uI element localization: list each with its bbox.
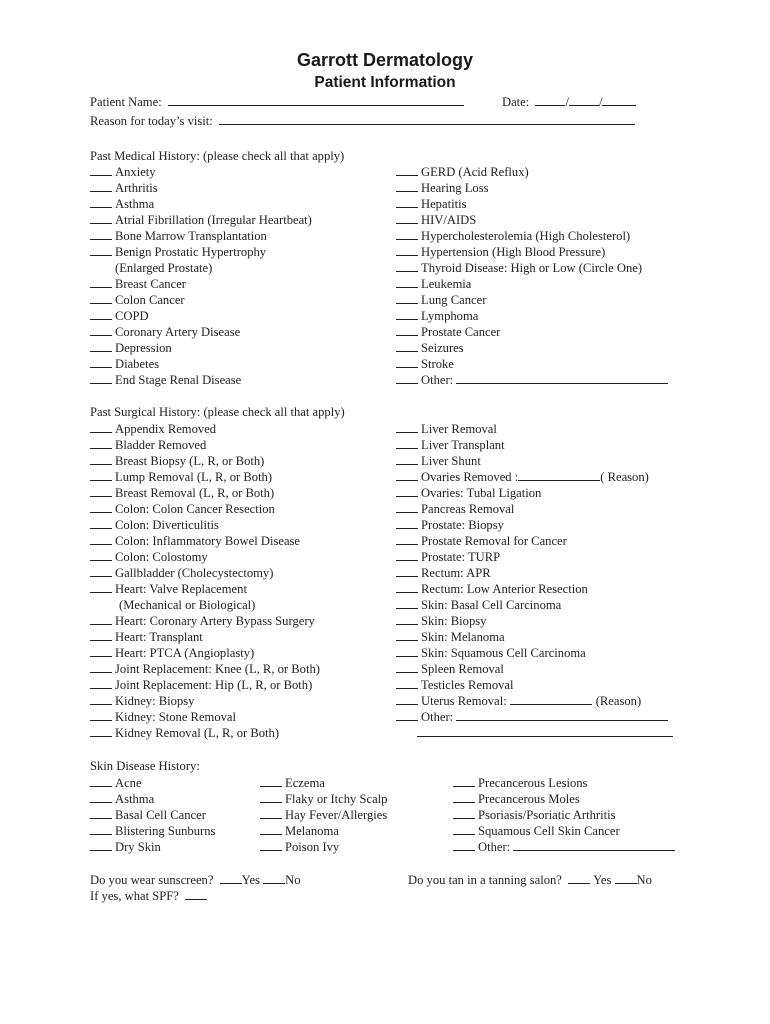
checklist-item: [396, 308, 668, 324]
checklist-item-label: Heart: Coronary Artery Bypass Surgery: [115, 614, 315, 628]
checklist-item-label: Leukemia: [421, 277, 472, 291]
checklist-item: [453, 791, 675, 807]
reason-row: [90, 113, 635, 129]
surgical-history-left-column: [90, 421, 320, 741]
checklist-item-label: Kidney: Biopsy: [115, 694, 195, 708]
checklist-item: [396, 629, 673, 645]
checklist-item: [396, 693, 673, 709]
checklist-item-label: Prostate: Biopsy: [421, 518, 504, 532]
check-blank[interactable]: [260, 775, 282, 787]
check-blank[interactable]: [90, 629, 112, 641]
checklist-item-label: Other:: [421, 710, 454, 724]
checklist-item: [396, 613, 673, 629]
checklist-item-label: Ovaries Removed :: [421, 470, 519, 484]
check-blank[interactable]: [90, 565, 112, 577]
checklist-item-label: Arthritis: [115, 181, 158, 195]
checklist-item: [396, 276, 668, 292]
check-blank[interactable]: [396, 549, 418, 561]
checklist-item: [396, 677, 673, 693]
checklist-item-label: Heart: Valve Replacement: [115, 582, 247, 596]
check-blank[interactable]: [396, 164, 418, 176]
tanning-no-label: No: [636, 873, 652, 887]
checklist-item: [90, 164, 312, 180]
check-blank[interactable]: [396, 180, 418, 192]
check-blank[interactable]: [396, 709, 418, 721]
practice-name: Garrott Dermatology: [296, 50, 474, 70]
checklist-item: [90, 581, 320, 597]
checklist-item: [396, 517, 673, 533]
check-blank[interactable]: [90, 725, 112, 737]
checklist-item: [90, 421, 320, 437]
check-blank[interactable]: [396, 597, 418, 609]
checklist-item: [90, 709, 320, 725]
checklist-item: [396, 501, 673, 517]
check-blank[interactable]: [90, 308, 112, 320]
medical-other-field[interactable]: [456, 372, 668, 384]
checklist-item: [396, 469, 673, 485]
sunscreen-yes-label: Yes: [241, 873, 260, 887]
checklist-item-label: Kidney Removal (L, R, or Both): [115, 726, 280, 740]
checklist-item-label: Other:: [421, 373, 454, 387]
check-blank[interactable]: [90, 372, 112, 384]
checklist-item-label: Asthma: [115, 792, 155, 806]
check-blank[interactable]: [260, 791, 282, 803]
check-blank[interactable]: [453, 807, 475, 819]
check-blank[interactable]: [396, 437, 418, 449]
checklist-item-label: Acne: [115, 776, 142, 790]
spf-question: [90, 888, 207, 904]
checklist-item-continuation: (Mechanical or Biological): [119, 598, 256, 612]
checklist-item-label: Skin: Biopsy: [421, 614, 487, 628]
check-blank[interactable]: [90, 180, 112, 192]
checklist-item-label: Spleen Removal: [421, 662, 504, 676]
checklist-item: [396, 581, 673, 597]
check-blank[interactable]: [90, 469, 112, 481]
checklist-item-label: Basal Cell Cancer: [115, 808, 206, 822]
check-blank[interactable]: [396, 260, 418, 272]
checklist-item-label: Bladder Removed: [115, 438, 207, 452]
checklist-item: [396, 340, 668, 356]
sunscreen-no-label: No: [285, 873, 301, 887]
checklist-item-label: Benign Prostatic Hypertrophy: [115, 245, 267, 259]
checklist-item-label: Poison Ivy: [285, 840, 340, 854]
checklist-item: [396, 372, 668, 388]
checklist-item-label: Depression: [115, 341, 172, 355]
checklist-item: [90, 356, 312, 372]
check-blank[interactable]: [90, 244, 112, 256]
checklist-item-label: Uterus Removal:: [421, 694, 507, 708]
tanning-no-checkbox[interactable]: [615, 872, 637, 884]
check-blank[interactable]: [90, 437, 112, 449]
checklist-item-label: Colon: Colon Cancer Resection: [115, 502, 275, 516]
checklist-item-label: Ovaries: Tubal Ligation: [421, 486, 542, 500]
check-blank[interactable]: [90, 292, 112, 304]
checklist-item: [90, 485, 320, 501]
checklist-item-label: Psoriasis/Psoriatic Arthritis: [478, 808, 616, 822]
checklist-item-label: Prostate Cancer: [421, 325, 501, 339]
check-blank[interactable]: [396, 533, 418, 545]
check-blank[interactable]: [396, 469, 418, 481]
checklist-item-label: Skin: Melanoma: [421, 630, 505, 644]
checklist-item: [90, 645, 320, 661]
check-blank[interactable]: [90, 501, 112, 513]
checklist-item-label: Kidney: Stone Removal: [115, 710, 237, 724]
checklist-item-label: Breast Cancer: [115, 277, 186, 291]
checklist-item: [90, 180, 312, 196]
checklist-item: [453, 823, 675, 839]
checklist-item: [396, 645, 673, 661]
check-blank[interactable]: [396, 645, 418, 657]
spf-field[interactable]: [185, 888, 207, 900]
checklist-item-label: Precancerous Moles: [478, 792, 580, 806]
checklist-item: [260, 823, 387, 839]
checklist-item: [396, 533, 673, 549]
medical-history-right-column: [396, 164, 668, 388]
checklist-item: [90, 324, 312, 340]
checklist-item-continuation: (Enlarged Prostate): [115, 261, 213, 275]
check-blank[interactable]: [90, 645, 112, 657]
surgical-other-field-2[interactable]: [417, 725, 673, 737]
checklist-item-label: Prostate: TURP: [421, 550, 501, 564]
checklist-item: [453, 775, 675, 791]
sunscreen-label: Do you wear sunscreen?: [90, 873, 214, 887]
checklist-item-label: Eczema: [285, 776, 325, 790]
checklist-item: [260, 839, 387, 855]
check-blank[interactable]: [90, 709, 112, 721]
checklist-item-label: End Stage Renal Disease: [115, 373, 242, 387]
medical-history-heading: Past Medical History: (please check all that apply): [90, 149, 345, 163]
checklist-item-label: Rectum: Low Anterior Resection: [421, 582, 588, 596]
surgical-other-field[interactable]: [456, 709, 668, 721]
check-blank[interactable]: [90, 533, 112, 545]
checklist-item: [90, 629, 320, 645]
checklist-item: [396, 565, 673, 581]
checklist-item: [90, 791, 215, 807]
check-blank[interactable]: [90, 228, 112, 240]
check-blank[interactable]: [90, 839, 112, 851]
checklist-item: [90, 597, 320, 613]
checklist-item-label: Hypercholesterolemia (High Cholesterol): [421, 229, 631, 243]
checklist-item-label: Melanoma: [285, 824, 339, 838]
check-blank[interactable]: [90, 581, 112, 593]
checklist-item: [396, 212, 668, 228]
checklist-item: [90, 517, 320, 533]
checklist-item-label: Joint Replacement: Knee (L, R, or Both): [115, 662, 320, 676]
checklist-item: [90, 292, 312, 308]
checklist-item-label: Colon: Colostomy: [115, 550, 208, 564]
check-blank[interactable]: [396, 677, 418, 689]
checklist-item-label: GERD (Acid Reflux): [421, 165, 529, 179]
date-day-field[interactable]: [569, 94, 599, 106]
check-blank[interactable]: [260, 823, 282, 835]
checklist-item: [396, 437, 673, 453]
checklist-item-label: Gallbladder (Cholecystectomy): [115, 566, 274, 580]
reason-field[interactable]: [219, 113, 635, 125]
checklist-item: [396, 164, 668, 180]
checklist-item: [90, 437, 320, 453]
checklist-item: [90, 807, 215, 823]
check-blank[interactable]: [396, 565, 418, 577]
check-blank[interactable]: [90, 485, 112, 497]
skin-history-heading: Skin Disease History:: [90, 759, 200, 773]
checklist-item: [90, 613, 320, 629]
checklist-item-label: Colon: Diverticulitis: [115, 518, 219, 532]
checklist-item-label: Precancerous Lesions: [478, 776, 588, 790]
checklist-item: [90, 693, 320, 709]
checklist-item-label: Lung Cancer: [421, 293, 487, 307]
checklist-item: [90, 725, 320, 741]
checklist-item: [396, 356, 668, 372]
checklist-item-label: Testicles Removal: [421, 678, 514, 692]
checklist-item-label: Diabetes: [115, 357, 160, 371]
checklist-item-label: Squamous Cell Skin Cancer: [478, 824, 620, 838]
check-blank[interactable]: [90, 661, 112, 673]
checklist-item: [90, 565, 320, 581]
date-label: Date:: [502, 95, 530, 109]
spf-label: If yes, what SPF?: [90, 889, 179, 903]
check-blank[interactable]: [396, 421, 418, 433]
check-blank[interactable]: [396, 613, 418, 625]
form-title: Patient Information: [314, 74, 456, 91]
skin-history-column-3: [453, 775, 675, 855]
check-blank[interactable]: [396, 661, 418, 673]
check-blank[interactable]: [90, 276, 112, 288]
check-blank[interactable]: [90, 677, 112, 689]
tanning-yes-label: Yes: [593, 873, 612, 887]
checklist-item-label: COPD: [115, 309, 149, 323]
check-blank[interactable]: [90, 340, 112, 352]
checklist-item: [260, 791, 387, 807]
checklist-item: [90, 308, 312, 324]
checklist-item-label: Colon: Inflammatory Bowel Disease: [115, 534, 301, 548]
check-blank[interactable]: [90, 212, 112, 224]
ovaries-reason-label: ( Reason): [600, 470, 649, 484]
checklist-item-label: Flaky or Itchy Scalp: [285, 792, 388, 806]
surgical-history-heading: Past Surgical History: (please check all that apply): [90, 405, 345, 419]
checklist-item: [396, 180, 668, 196]
check-blank[interactable]: [90, 613, 112, 625]
checklist-item: [260, 807, 387, 823]
checklist-item-label: Skin: Basal Cell Carcinoma: [421, 598, 562, 612]
check-blank[interactable]: [260, 807, 282, 819]
checklist-item: [453, 839, 675, 855]
checklist-item: [90, 228, 312, 244]
checklist-item-label: Heart: PTCA (Angioplasty): [115, 646, 255, 660]
checklist-item-label: Appendix Removed: [115, 422, 217, 436]
check-blank[interactable]: [396, 356, 418, 368]
check-blank[interactable]: [396, 196, 418, 208]
checklist-item-label: Coronary Artery Disease: [115, 325, 241, 339]
checklist-item: [396, 292, 668, 308]
check-blank[interactable]: [396, 693, 418, 705]
check-blank[interactable]: [90, 549, 112, 561]
checklist-item: [396, 324, 668, 340]
checklist-item-label: Anxiety: [115, 165, 156, 179]
checklist-item: [90, 839, 215, 855]
checklist-item-label: Skin: Squamous Cell Carcinoma: [421, 646, 586, 660]
check-blank[interactable]: [396, 292, 418, 304]
checklist-item-label: Hepatitis: [421, 197, 467, 211]
checklist-item-label: Lump Removal (L, R, or Both): [115, 470, 273, 484]
check-blank[interactable]: [90, 421, 112, 433]
checklist-item: [90, 212, 312, 228]
checklist-item: [396, 453, 673, 469]
check-blank[interactable]: [396, 581, 418, 593]
checklist-item: [396, 244, 668, 260]
check-blank[interactable]: [396, 372, 418, 384]
checklist-item: [396, 661, 673, 677]
check-blank[interactable]: [260, 839, 282, 851]
checklist-item-label: Joint Replacement: Hip (L, R, or Both): [115, 678, 313, 692]
surgical-other-extra-line: [396, 725, 673, 741]
checklist-item-label: HIV/AIDS: [421, 213, 477, 227]
check-blank[interactable]: [396, 276, 418, 288]
patient-name-field[interactable]: [168, 94, 464, 106]
checklist-item: [396, 485, 673, 501]
check-blank[interactable]: [90, 356, 112, 368]
checklist-item-label: Breast Biopsy (L, R, or Both): [115, 454, 265, 468]
skin-history-column-1: [90, 775, 215, 855]
checklist-item: [90, 533, 320, 549]
checklist-item-label: Pancreas Removal: [421, 502, 515, 516]
reason-label: Reason for today’s visit:: [90, 114, 213, 128]
checklist-item-label: Hay Fever/Allergies: [285, 808, 388, 822]
date-year-field[interactable]: [602, 94, 636, 106]
check-blank[interactable]: [90, 775, 112, 787]
checklist-item: [90, 453, 320, 469]
check-blank[interactable]: [396, 228, 418, 240]
checklist-item: [396, 549, 673, 565]
patient-name-row: [90, 94, 464, 110]
checklist-item: [90, 340, 312, 356]
checklist-item-label: Liver Removal: [421, 422, 497, 436]
date-row: Date: / /: [502, 94, 636, 110]
checklist-item-label: Atrial Fibrillation (Irregular Heartbeat): [115, 213, 312, 227]
tanning-label: Do you tan in a tanning salon?: [408, 873, 562, 887]
checklist-item: [90, 661, 320, 677]
checklist-item: [90, 549, 320, 565]
check-blank[interactable]: [90, 324, 112, 336]
checklist-item-label: Breast Removal (L, R, or Both): [115, 486, 275, 500]
checklist-item-label: Other:: [478, 840, 511, 854]
skin-history-column-2: [260, 775, 387, 855]
checklist-item-label: Lymphoma: [421, 309, 479, 323]
surgical-history-right-column: [396, 421, 673, 741]
checklist-item: [90, 469, 320, 485]
checklist-item: [396, 421, 673, 437]
check-blank[interactable]: [453, 791, 475, 803]
checklist-item-label: Dry Skin: [115, 840, 161, 854]
checklist-item: [396, 260, 668, 276]
check-blank[interactable]: [90, 807, 112, 819]
checklist-item: [90, 260, 312, 276]
date-month-field[interactable]: [535, 94, 565, 106]
checklist-item-label: Hypertension (High Blood Pressure): [421, 245, 606, 259]
tanning-yes-checkbox[interactable]: [568, 872, 590, 884]
check-blank[interactable]: [396, 308, 418, 320]
checklist-item-label: Rectum: APR: [421, 566, 491, 580]
check-blank[interactable]: [90, 791, 112, 803]
sunscreen-no-checkbox[interactable]: [263, 872, 285, 884]
check-blank[interactable]: [396, 324, 418, 336]
checklist-item-label: Colon Cancer: [115, 293, 185, 307]
check-blank[interactable]: [90, 196, 112, 208]
checklist-item-label: Heart: Transplant: [115, 630, 203, 644]
medical-history-left-column: [90, 164, 312, 388]
checklist-item: [90, 276, 312, 292]
check-blank[interactable]: [396, 212, 418, 224]
tanning-question: [408, 872, 652, 888]
checklist-item: [90, 372, 312, 388]
checklist-item: [90, 677, 320, 693]
checklist-item-label: Liver Shunt: [421, 454, 481, 468]
check-blank[interactable]: [396, 629, 418, 641]
check-blank[interactable]: [396, 244, 418, 256]
checklist-item: [396, 597, 673, 613]
check-blank[interactable]: [396, 340, 418, 352]
checklist-item: [396, 709, 673, 725]
check-blank[interactable]: [90, 693, 112, 705]
checklist-item: [396, 196, 668, 212]
uterus-reason-field[interactable]: [510, 693, 592, 705]
checklist-item-label: Hearing Loss: [421, 181, 489, 195]
check-blank[interactable]: [90, 164, 112, 176]
checklist-item: [90, 823, 215, 839]
check-blank[interactable]: [396, 485, 418, 497]
check-blank[interactable]: [453, 823, 475, 835]
checklist-item: [453, 807, 675, 823]
checklist-item: [90, 501, 320, 517]
skin-other-field[interactable]: [513, 839, 675, 851]
checklist-item: [260, 775, 387, 791]
ovaries-reason-field[interactable]: [518, 469, 600, 481]
check-blank[interactable]: [453, 839, 475, 851]
checklist-item-label: Thyroid Disease: High or Low (Circle One): [421, 261, 643, 275]
checklist-item: [90, 775, 215, 791]
check-blank[interactable]: [90, 517, 112, 529]
checklist-item-label: Prostate Removal for Cancer: [421, 534, 567, 548]
check-blank[interactable]: [396, 501, 418, 513]
check-blank[interactable]: [90, 823, 112, 835]
sunscreen-yes-checkbox[interactable]: [220, 872, 242, 884]
checklist-item: [90, 196, 312, 212]
check-blank[interactable]: [453, 775, 475, 787]
checklist-item-label: Liver Transplant: [421, 438, 505, 452]
checklist-item-label: Blistering Sunburns: [115, 824, 216, 838]
check-blank[interactable]: [90, 453, 112, 465]
checklist-item-label: Bone Marrow Transplantation: [115, 229, 267, 243]
checklist-item-label: Stroke: [421, 357, 454, 371]
patient-name-label: Patient Name:: [90, 95, 162, 109]
sunscreen-question: [90, 872, 301, 888]
checklist-item: [396, 228, 668, 244]
checklist-item-label: Seizures: [421, 341, 464, 355]
uterus-reason-label: (Reason): [595, 694, 642, 708]
check-blank[interactable]: [396, 453, 418, 465]
check-blank[interactable]: [396, 517, 418, 529]
checklist-item-label: Asthma: [115, 197, 155, 211]
checklist-item: [90, 244, 312, 260]
